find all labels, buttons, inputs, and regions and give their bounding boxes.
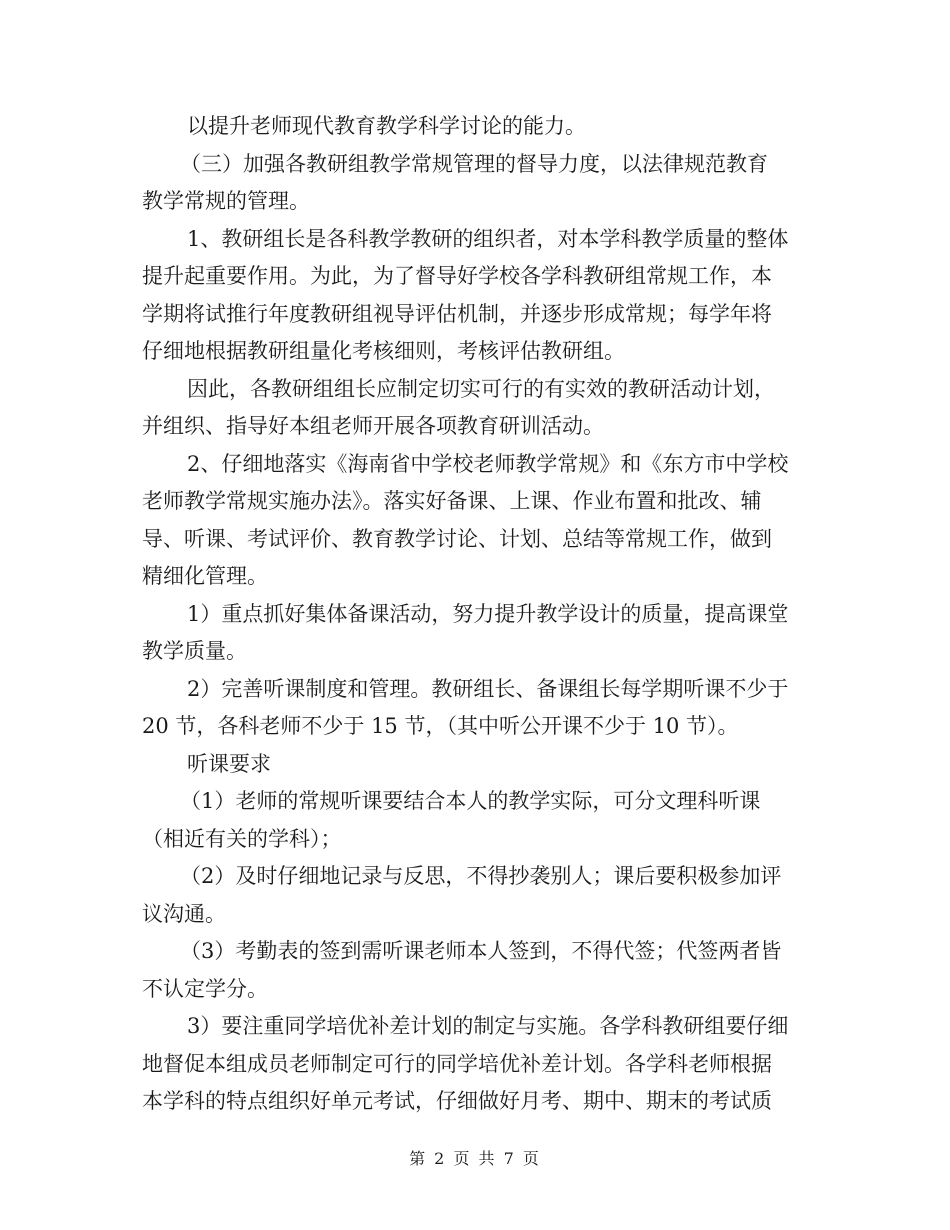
paragraph-line: 教学常规的管理。 [142, 189, 310, 213]
paragraph-line: 地督促本组成员老师制定可行的同学培优补差计划。各学科老师根据 [142, 1051, 772, 1076]
paragraph-line: 3）要注重同学培优补差计划的制定与实施。各学科教研组要仔细 [187, 1014, 789, 1038]
paragraph-line: 以提升老师现代教育教学科学讨论的能力。 [187, 114, 586, 138]
paragraph-line: 1）重点抓好集体备课活动，努力提升教学设计的质量，提高课堂 [187, 601, 789, 626]
paragraph-line: 并组织、指导好本组老师开展各项教育研训活动。 [142, 414, 604, 438]
paragraph-line: 精细化管理。 [142, 564, 268, 588]
paragraph-line: 2）完善听课制度和管理。教研组长、备课组长每学期听课不少于 [187, 676, 789, 701]
paragraph-line: 因此，各教研组组长应制定切实可行的有实效的教研活动计划， [187, 376, 775, 401]
paragraph-line: 提升起重要作用。为此，为了督导好学校各学科教研组常规工作，本 [142, 264, 772, 288]
paragraph-line: 学期将试推行年度教研组视导评估机制，并逐步形成常规；每学年将 [142, 301, 772, 326]
list-item-line: （2）及时仔细地记录与反思，不得抄袭别人；课后要积极参加评 [180, 864, 782, 888]
paragraph-line: 导、听课、考试评价、教育教学讨论、计划、总结等常规工作，做到 [142, 526, 772, 551]
paragraph-line: 教学质量。 [142, 639, 247, 663]
section-heading-line: （三）加强各教研组教学常规管理的督导力度，以法律规范教育 [180, 151, 768, 176]
list-item-line: （3）考勤表的签到需听课老师本人签到，不得代签；代签两者皆 [180, 939, 782, 963]
subheading-line: 听课要求 [187, 751, 271, 776]
page-number-footer: 第 2 页 共 7 页 [409, 1149, 541, 1168]
paragraph-line: （相近有关的学科）； [142, 826, 342, 851]
paragraph-line: 1、教研组长是各科教学教研的组织者，对本学科教学质量的整体 [187, 226, 789, 251]
document-body [142, 108, 810, 1121]
paragraph-line: 本学科的特点组织好单元考试，仔细做好月考、期中、期末的考试质 [142, 1089, 772, 1113]
paragraph-line: 不认定学分。 [142, 976, 268, 1001]
paragraph-line: 20 节，各科老师不少于 15 节，（其中听公开课不少于 10 节）。 [142, 714, 739, 738]
paragraph-line: 仔细地根据教研组量化考核细则，考核评估教研组。 [142, 339, 625, 363]
paragraph-line: 老师教学常规实施办法》。落实好备课、上课、作业布置和批改、辅 [142, 489, 762, 513]
paragraph-line: 2、仔细地落实《海南省中学校老师教学常规》和《东方市中学校 [187, 451, 789, 476]
paragraph-line: 议沟通。 [142, 901, 226, 926]
list-item-line: （1）老师的常规听课要结合本人的教学实际，可分文理科听课 [180, 789, 761, 813]
